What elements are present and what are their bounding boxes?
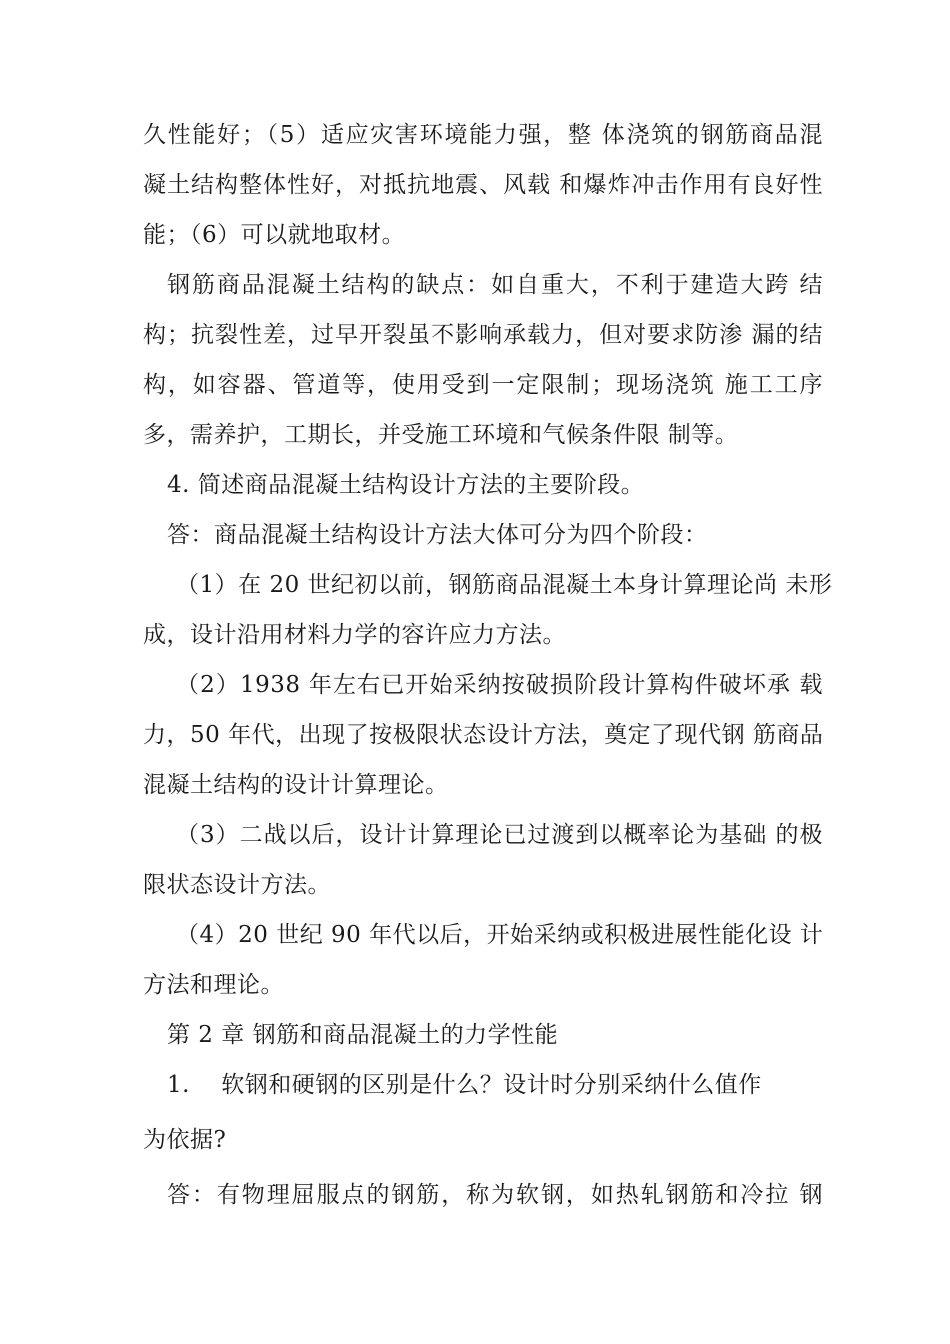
paragraph-line: 多，需养护，工期长，并受施工环境和气候条件限 制等。: [143, 422, 739, 448]
paragraph-line: 钢筋商品混凝土结构的缺点：如自重大，不利于建造大跨 结: [167, 272, 823, 298]
paragraph-line: 为依据?: [143, 1127, 227, 1153]
paragraph-line: 限状态设计方法。: [143, 872, 331, 898]
paragraph-line: （1）在 20 世纪初以前，钢筋商品混凝土本身计算理论尚 未形: [176, 572, 833, 598]
answer-line: 答：有物理屈服点的钢筋，称为软钢，如热轧钢筋和冷拉 钢: [167, 1182, 823, 1208]
paragraph-line: 力，50 年代，出现了按极限状态设计方法，奠定了现代钢 筋商品: [143, 722, 824, 748]
question-heading: 4. 简述商品混凝土结构设计方法的主要阶段。: [167, 472, 645, 498]
paragraph-line: 凝土结构整体性好，对抵抗地震、风载 和爆炸冲击作用有良好性: [143, 172, 823, 198]
paragraph-line: （2）1938 年左右已开始采纳按破损阶段计算构件破坏承 载: [176, 672, 823, 698]
answer-line: 答：商品混凝土结构设计方法大体可分为四个阶段：: [167, 522, 708, 548]
paragraph-line: 混凝土结构的设计计算理论。: [143, 772, 449, 798]
paragraph-line: 成，设计沿用材料力学的容许应力方法。: [143, 622, 566, 648]
paragraph-line: 能；（6）可以就地取材。: [143, 222, 406, 248]
question-heading: 1. 软钢和硬钢的区别是什么？设计时分别采纳什么值作: [167, 1072, 762, 1098]
paragraph-line: 构，如容器、管道等，使用受到一定限制；现场浇筑 施工工序: [143, 372, 823, 398]
paragraph-line: 久性能好；（5）适应灾害环境能力强，整 体浇筑的钢筋商品混: [143, 122, 823, 148]
paragraph-line: 方法和理论。: [143, 972, 284, 998]
paragraph-line: （3）二战以后，设计计算理论已过渡到以概率论为基础 的极: [176, 822, 823, 848]
paragraph-line: 构；抗裂性差，过早开裂虽不影响承载力，但对要求防渗 漏的结: [143, 322, 823, 348]
chapter-heading: 第 2 章 钢筋和商品混凝土的力学性能: [167, 1022, 559, 1048]
paragraph-line: （4）20 世纪 90 年代以后，开始采纳或积极进展性能化设 计: [176, 922, 824, 948]
